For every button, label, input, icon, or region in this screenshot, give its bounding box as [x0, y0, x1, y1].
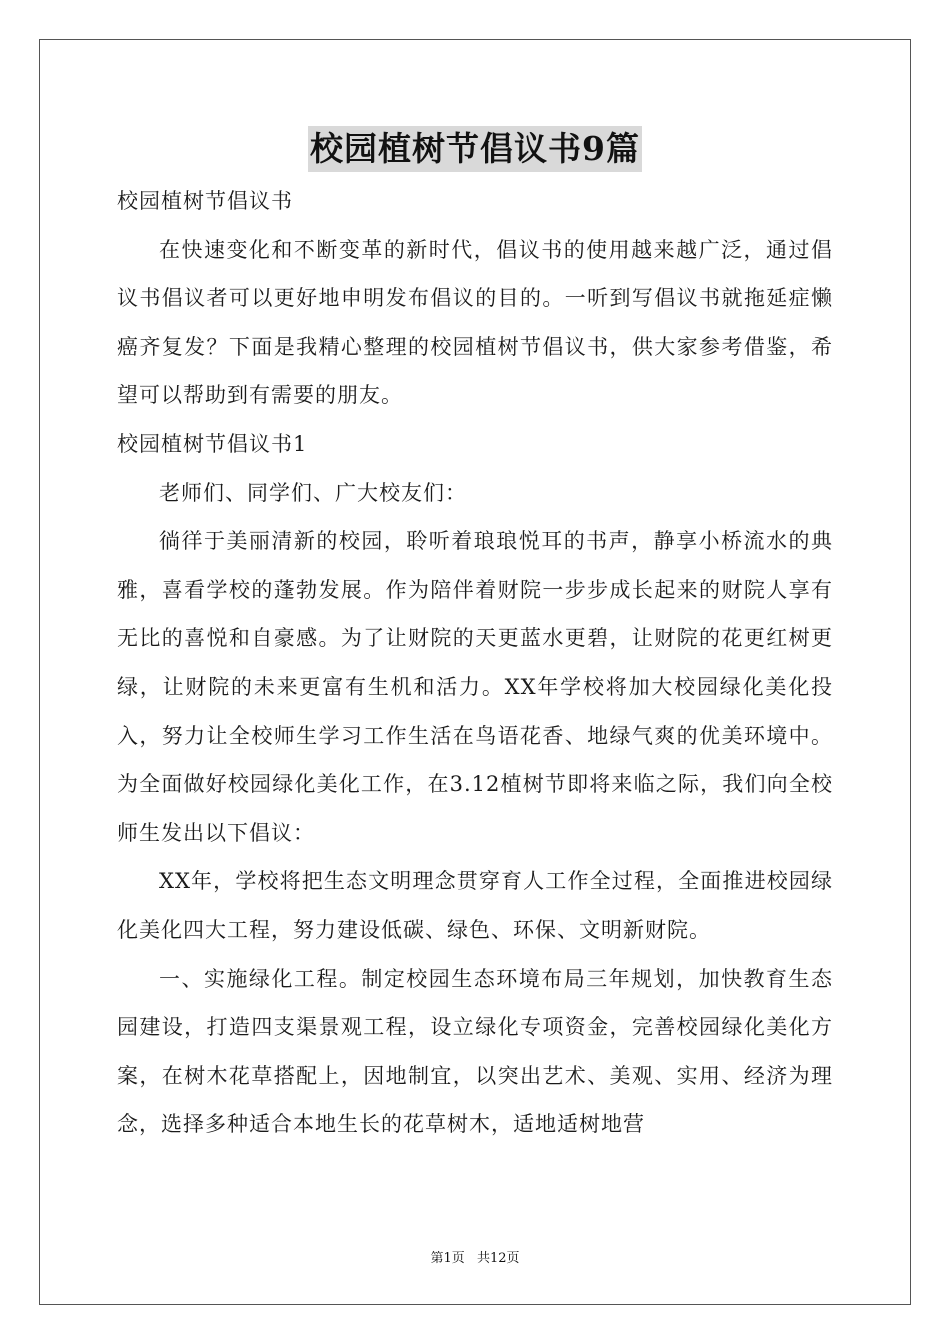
paragraph: 校园植树节倡议书1 — [117, 431, 308, 456]
page-total: 共12页 — [476, 1251, 520, 1266]
document-title: 校园植树节倡议书9篇 — [308, 126, 642, 172]
document-body — [117, 177, 833, 1149]
paragraph: 校园植树节倡议书 — [117, 189, 293, 213]
page-footer — [0, 1247, 950, 1266]
paragraph: 在快速变化和不断变革的新时代，倡议书的使用越来越广泛，通过倡议书倡议者可以更好地申明发布倡议的目的。一听到写倡议书就拖延症懒癌齐复发？下面是我精心整理的校园植树节倡议书，供大家参考借鉴，希望可以帮助到有需要的朋友。 — [117, 237, 833, 408]
title-container — [0, 126, 950, 172]
paragraph: XX年，学校将把生态文明理念贯穿育人工作全过程，全面推进校园绿化美化四大工程，努力建设低碳、绿色、环保、文明新财院。 — [117, 869, 833, 942]
paragraph: 徜徉于美丽清新的校园，聆听着琅琅悦耳的书声，静享小桥流水的典雅，喜看学校的蓬勃发展。作为陪伴着财院一步步成长起来的财院人享有无比的喜悦和自豪感。为了让财院的天更蓝水更碧，让财院的花更红树更绿，让财院的未来更富有生机和活力。XX年学校将加大校园绿化美化投入，努力让全校师生学习工作生活在鸟语花香、地绿气爽的优美环境中。为全面做好校园绿化美化工作，在3.12植树节即将来临之际，我们向全校师生发出以下倡议： — [117, 529, 833, 845]
paragraph: 老师们、同学们、广大校友们： — [159, 480, 467, 505]
page-number: 第1页 — [430, 1251, 465, 1266]
paragraph: 一、实施绿化工程。制定校园生态环境布局三年规划，加快教育生态园建设，打造四支渠景观工程，设立绿化专项资金，完善校园绿化美化方案，在树木花草搭配上，因地制宜，以突出艺术、美观、实用、经济为理念，选择多种适合本地生长的花草树木，适地适树地营 — [117, 966, 833, 1137]
